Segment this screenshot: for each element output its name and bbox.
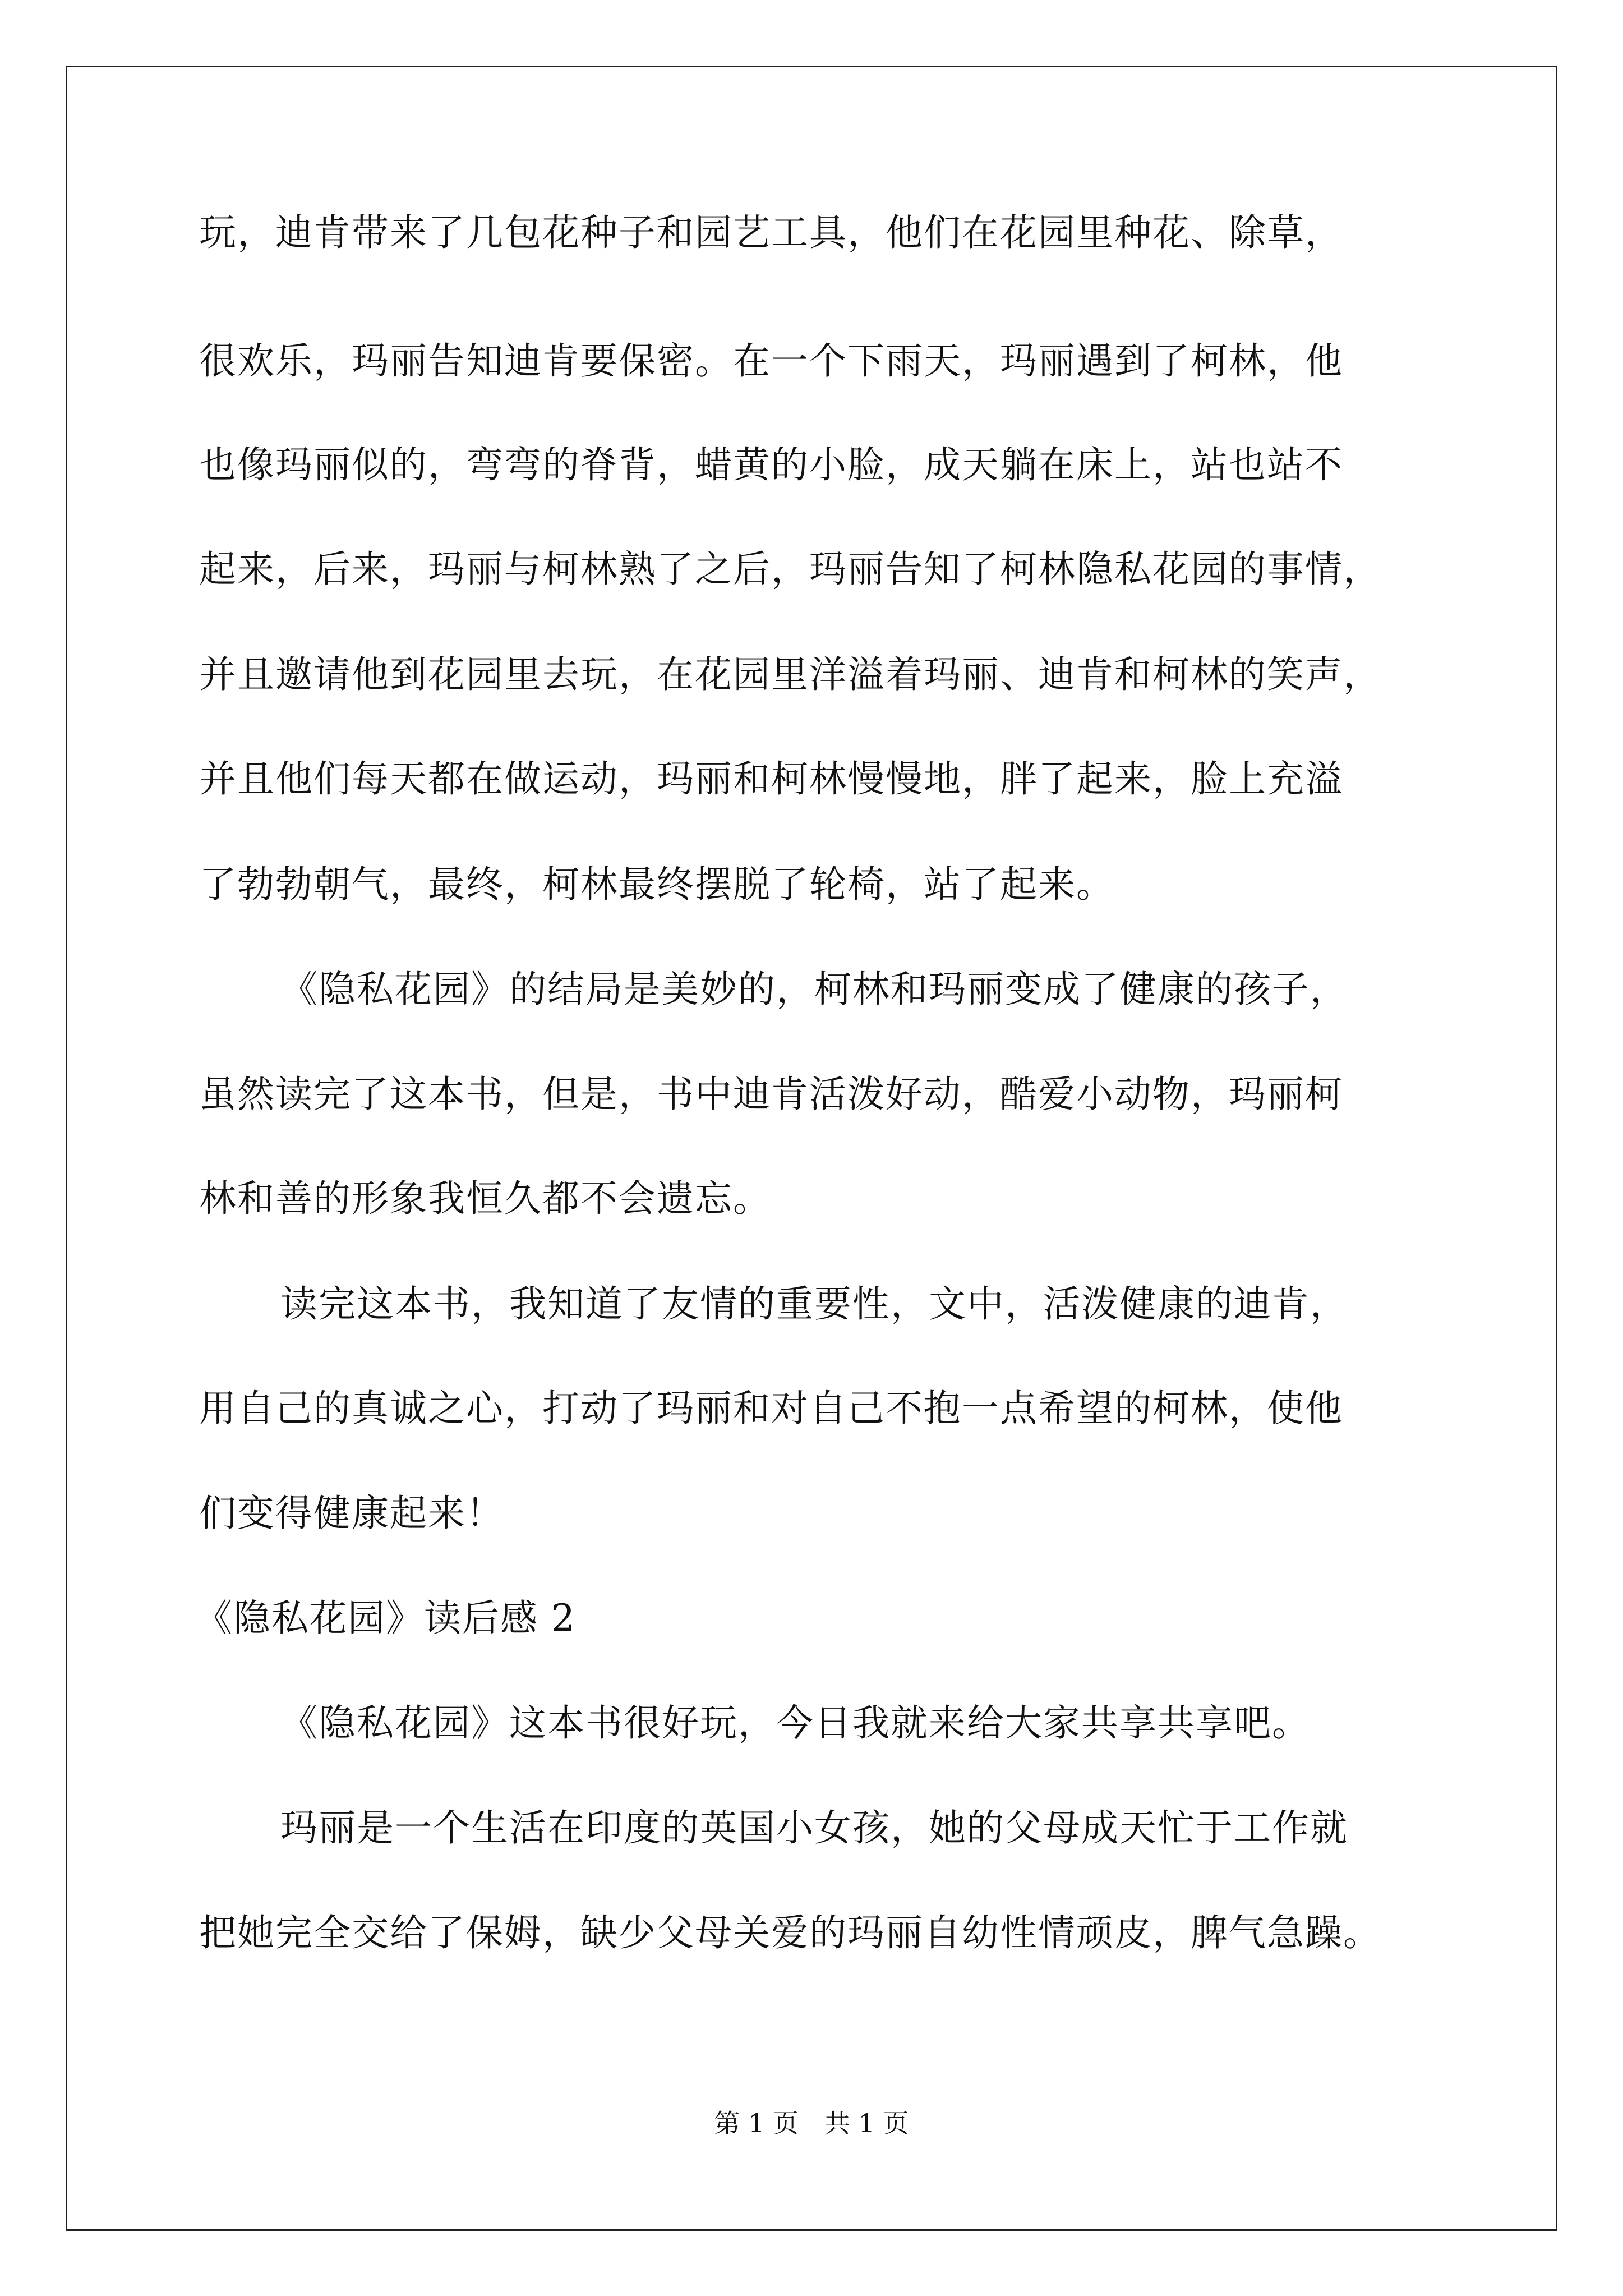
body-text-line: 用自己的真诚之心，打动了玛丽和对自己不抱一点希望的柯林，使他	[199, 1387, 1343, 1430]
body-text-line: 并且他们每天都在做运动，玛丽和柯林慢慢地，胖了起来，脸上充溢	[199, 757, 1343, 800]
body-text-line: 把她完全交给了保姆，缺少父母关爱的玛丽自幼性情顽皮，脾气急躁。	[199, 1911, 1381, 1954]
body-text-line: 虽然读完了这本书，但是，书中迪肯活泼好动，酷爱小动物，玛丽柯	[199, 1073, 1343, 1116]
paragraph-first-line: 玛丽是一个生活在印度的英国小女孩，她的父母成天忙于工作就	[280, 1806, 1348, 1849]
section-heading: 《隐私花园》读后感 2	[195, 1596, 576, 1640]
body-text-line: 并且邀请他到花园里去玩，在花园里洋溢着玛丽、迪肯和柯林的笑声，	[199, 653, 1381, 696]
body-text-line: 林和善的形象我恒久都不会遗忘。	[199, 1177, 771, 1220]
paragraph-first-line: 读完这本书，我知道了友情的重要性，文中，活泼健康的迪肯，	[280, 1282, 1348, 1326]
page-border	[66, 66, 1557, 2231]
body-text-line: 起来，后来，玛丽与柯林熟了之后，玛丽告知了柯林隐私花园的事情，	[199, 547, 1381, 591]
paragraph-first-line: 《隐私花园》这本书很好玩，今日我就来给大家共享共享吧。	[280, 1701, 1310, 1745]
body-text-line: 们变得健康起来！	[199, 1492, 504, 1535]
body-text-line: 很欢乐，玛丽告知迪肯要保密。在一个下雨天，玛丽遇到了柯林，他	[199, 339, 1343, 383]
body-text-line: 也像玛丽似的，弯弯的脊背，蜡黄的小脸，成天躺在床上，站也站不	[199, 443, 1343, 486]
body-text-line: 玩，迪肯带来了几包花种子和园艺工具，他们在花园里种花、除草，	[199, 211, 1343, 254]
paragraph-first-line: 《隐私花园》的结局是美妙的，柯林和玛丽变成了健康的孩子，	[280, 968, 1348, 1011]
page-number-footer: 第 1 页 共 1 页	[714, 2108, 909, 2138]
body-text-line: 了勃勃朝气，最终，柯林最终摆脱了轮椅，站了起来。	[199, 863, 1114, 906]
